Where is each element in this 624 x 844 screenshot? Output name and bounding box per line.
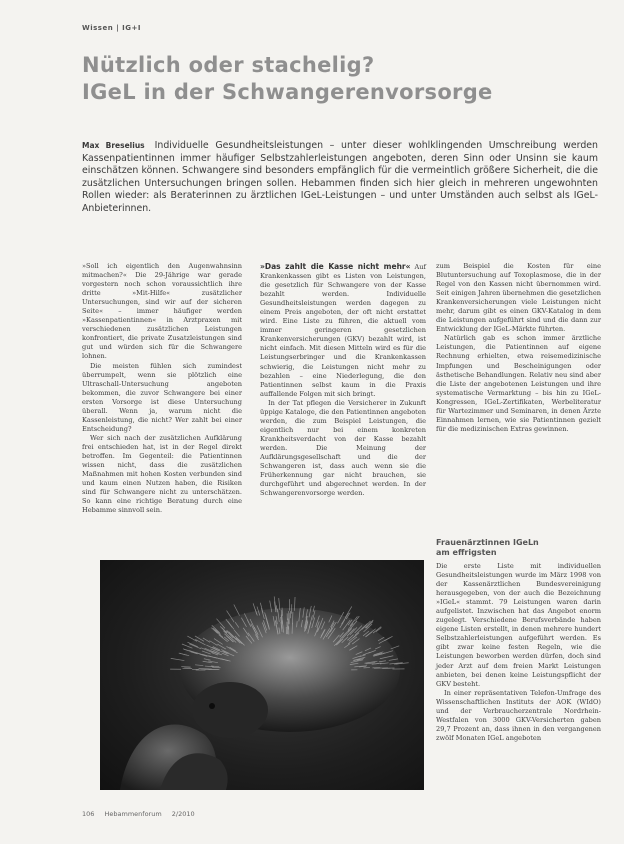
page-number: 106 — [82, 810, 95, 818]
issue-number: 2/2010 — [171, 810, 195, 818]
column-3 — [436, 262, 601, 434]
sidebar-paragraph-2: In einer repräsentativen Telefon-Umfrage des Wissenschaftlichen Instituts der AOK (WIdO) und der Verbraucherzentrale Nordrhein-Westfalen von 3000 GKV-Versicherten gaben 29,7 Prozent an, dass ihnen in den vergangenen zwölf Monaten IGeL angeboten — [436, 688, 601, 742]
col1-paragraph-3: Wer sich nach der zusätzlichen Aufklärung frei entschieden hat, ist in der Regel direkt betroffen. Im Gegenteil: die Patientinnen wissen nicht, dass die zusätzlichen Maßnahmen mit hohen Kosten verbunden sind und kaum einen Nutzen haben, die Risiken sind für Schwangere nicht zu unterschätzen. So kann eine richtige Beratung durch eine Hebamme sinnvoll sein. — [82, 433, 242, 515]
sidebar-heading-line-2: am effrigsten — [436, 548, 497, 557]
hedgehog-illustration — [100, 560, 424, 790]
hedgehog-face — [192, 682, 268, 738]
headline-line-1: Nützlich oder stachelig? — [82, 53, 375, 77]
col2-paragraph-2: In der Tat pflegen die Versicherer in Zukunft üppige Kataloge, die den Patientinnen angeboten werden, die zum Beispiel Leistungen, die eigentlich nur bei einem konkreten Krankheitsverdacht von der Kasse bezahlt werden. Die Meinung der Aufklärungsgesellschaft und die der Schwangeren ist, dass auch wenn sie die Früherkennung gar nicht brauchen, sie durchgeführt und abgerechnet werden. In der Schwangerenvorsorge werden. — [260, 398, 426, 498]
column-1 — [82, 262, 242, 515]
col1-paragraph-2: Die meisten fühlen sich zumindest überrumpelt, wenn sie plötzlich eine Ultraschall-Untersuchung angeboten bekommen, die zuvor Schwangere bei einer ersten Vorsorge ist diese Untersuchung überall. Wenn ja, warum nicht die Kassenleistung, die nicht? Wer zahlt bei einer Entscheidung? — [82, 361, 242, 433]
publication-name: Hebammenforum — [104, 810, 162, 818]
sidebar-body — [436, 562, 601, 743]
section-kicker: Wissen | IG+I — [82, 24, 141, 32]
column-2 — [260, 262, 426, 498]
article-headline — [82, 52, 542, 106]
page-footer — [82, 810, 203, 818]
article-intro — [82, 140, 598, 215]
hedgehog-photo — [100, 560, 424, 790]
col2-paragraph-1: Auf Krankenkassen gibt es Listen von Leistungen, die gesetzlich für Schwangere von der Kasse bezahlt werden. Individuelle Gesundheitsleistungen werden dagegen zu einem Preis angeboten, der oft nicht erstattet wird. Eine Liste zu führen, die aktuell vom immer geringeren gesetzlichen Krankenversicherungen (GKV) bezahlt wird, ist nicht einfach. Mit diesen Mitteln wird es für die Leistungserbringer und die Krankenkassen schwierig, die Leistungen nicht mehr zu bezahlen – eine Niederlegung, die den Patientinnen selbst kaum in die Praxis auffallende Folgen mit sich bringt. — [260, 263, 426, 398]
author-name: Max Breselius — [82, 141, 145, 150]
hedgehog-eye — [209, 703, 215, 709]
col2-subhead: »Das zahlt die Kasse nicht mehr« — [260, 262, 411, 271]
col3-paragraph-1: zum Beispiel die Kosten für eine Blutuntersuchung auf Toxoplasmose, die in der Regel von den Kassen nicht übernommen wird. Seit einigen Jahren übernehmen die gesetzlichen Krankenversicherungen viele Leistungen nicht mehr, darum gibt es einen GKV-Katalog in dem die Leistungen aufgeführt sind und die dann zur Entwicklung der IGeL-Märkte führten. — [436, 262, 601, 334]
intro-text: Individuelle Gesundheitsleistungen – unter dieser wohlklingenden Umschreibung werden Kassenpatientinnen immer häufiger Selbstzahlerleistungen angeboten, deren Sinn oder Unsinn sie kaum einschätzen können. Schwangere sind besonders empfänglich für die vermeintlich größere Sicherheit, die die zusätzlichen Untersuchungen bringen sollen. Hebammen finden sich hier gleich in mehreren ungewohnten Rollen wieder: als Beraterinnen zu ärztlichen IGeL-Leistungen – und unter Umständen auch selbst als IGeL-Anbieterinnen. — [82, 140, 598, 214]
col1-paragraph-1: »Soll ich eigentlich den Augenwahnsinn mitmachen?« Die 29-Jährige war gerade vorgestern noch schon voraussichtlich ihre dritte »Mit-Hilfe« zusätzlicher Untersuchungen, sind wir auf der sicheren Seite« – immer häufiger werden »Kassenpatientinnen« in Arztpraxen mit verschiedenen zusätzlichen Leistungen konfrontiert, die private Zusatzleistungen sind gut und würden sich für die Schwangere lohnen. — [82, 262, 242, 361]
headline-line-2: IGeL in der Schwangerenvorsorge — [82, 80, 493, 104]
sidebar-paragraph-1: Die erste Liste mit individuellen Gesundheitsleistungen wurde im März 1998 von der Kassenärztlichen Bundesvereinigung herausgegeben, von der auch die Bezeichnung »IGeL« stammt. 79 Leistungen waren darin aufgelistet. Inzwischen hat das Angebot enorm zugelegt. Verschiedene Berufsverbände haben eigene Listen erstellt, in denen mehrere hundert Selbstzahlerleistungen aufgeführt werden. Es gibt zwar keine festen Regeln, wie die Leistungen beworben werden dürfen, doch sind jeder Arzt auf dem freien Markt Leistungen anbieten, bei denen keine Leistungspflicht der GKV besteht. — [436, 562, 601, 688]
sidebar-heading — [436, 538, 601, 558]
col3-paragraph-2: Natürlich gab es schon immer ärztliche Leistungen, die Patientinnen auf eigene Rechnung erhielten, etwa reisemedizinische Impfungen und Bescheinigungen oder ästhetische Behandlungen. Relativ neu sind aber die Liste der angebotenen Leistungen und ihre systematische Vermarktung – bis hin zu IGeL-Kongressen, IGeL-Zertifikaten, Werbeliteratur für Wartezimmer und Seminaren, in denen Ärzte Einnahmen lernen, wie sie Patientinnen gezielt für die medizinischen Extras gewinnen. — [436, 334, 601, 433]
sidebar-heading-line-1: Frauenärztinnen IGeLn — [436, 538, 539, 547]
